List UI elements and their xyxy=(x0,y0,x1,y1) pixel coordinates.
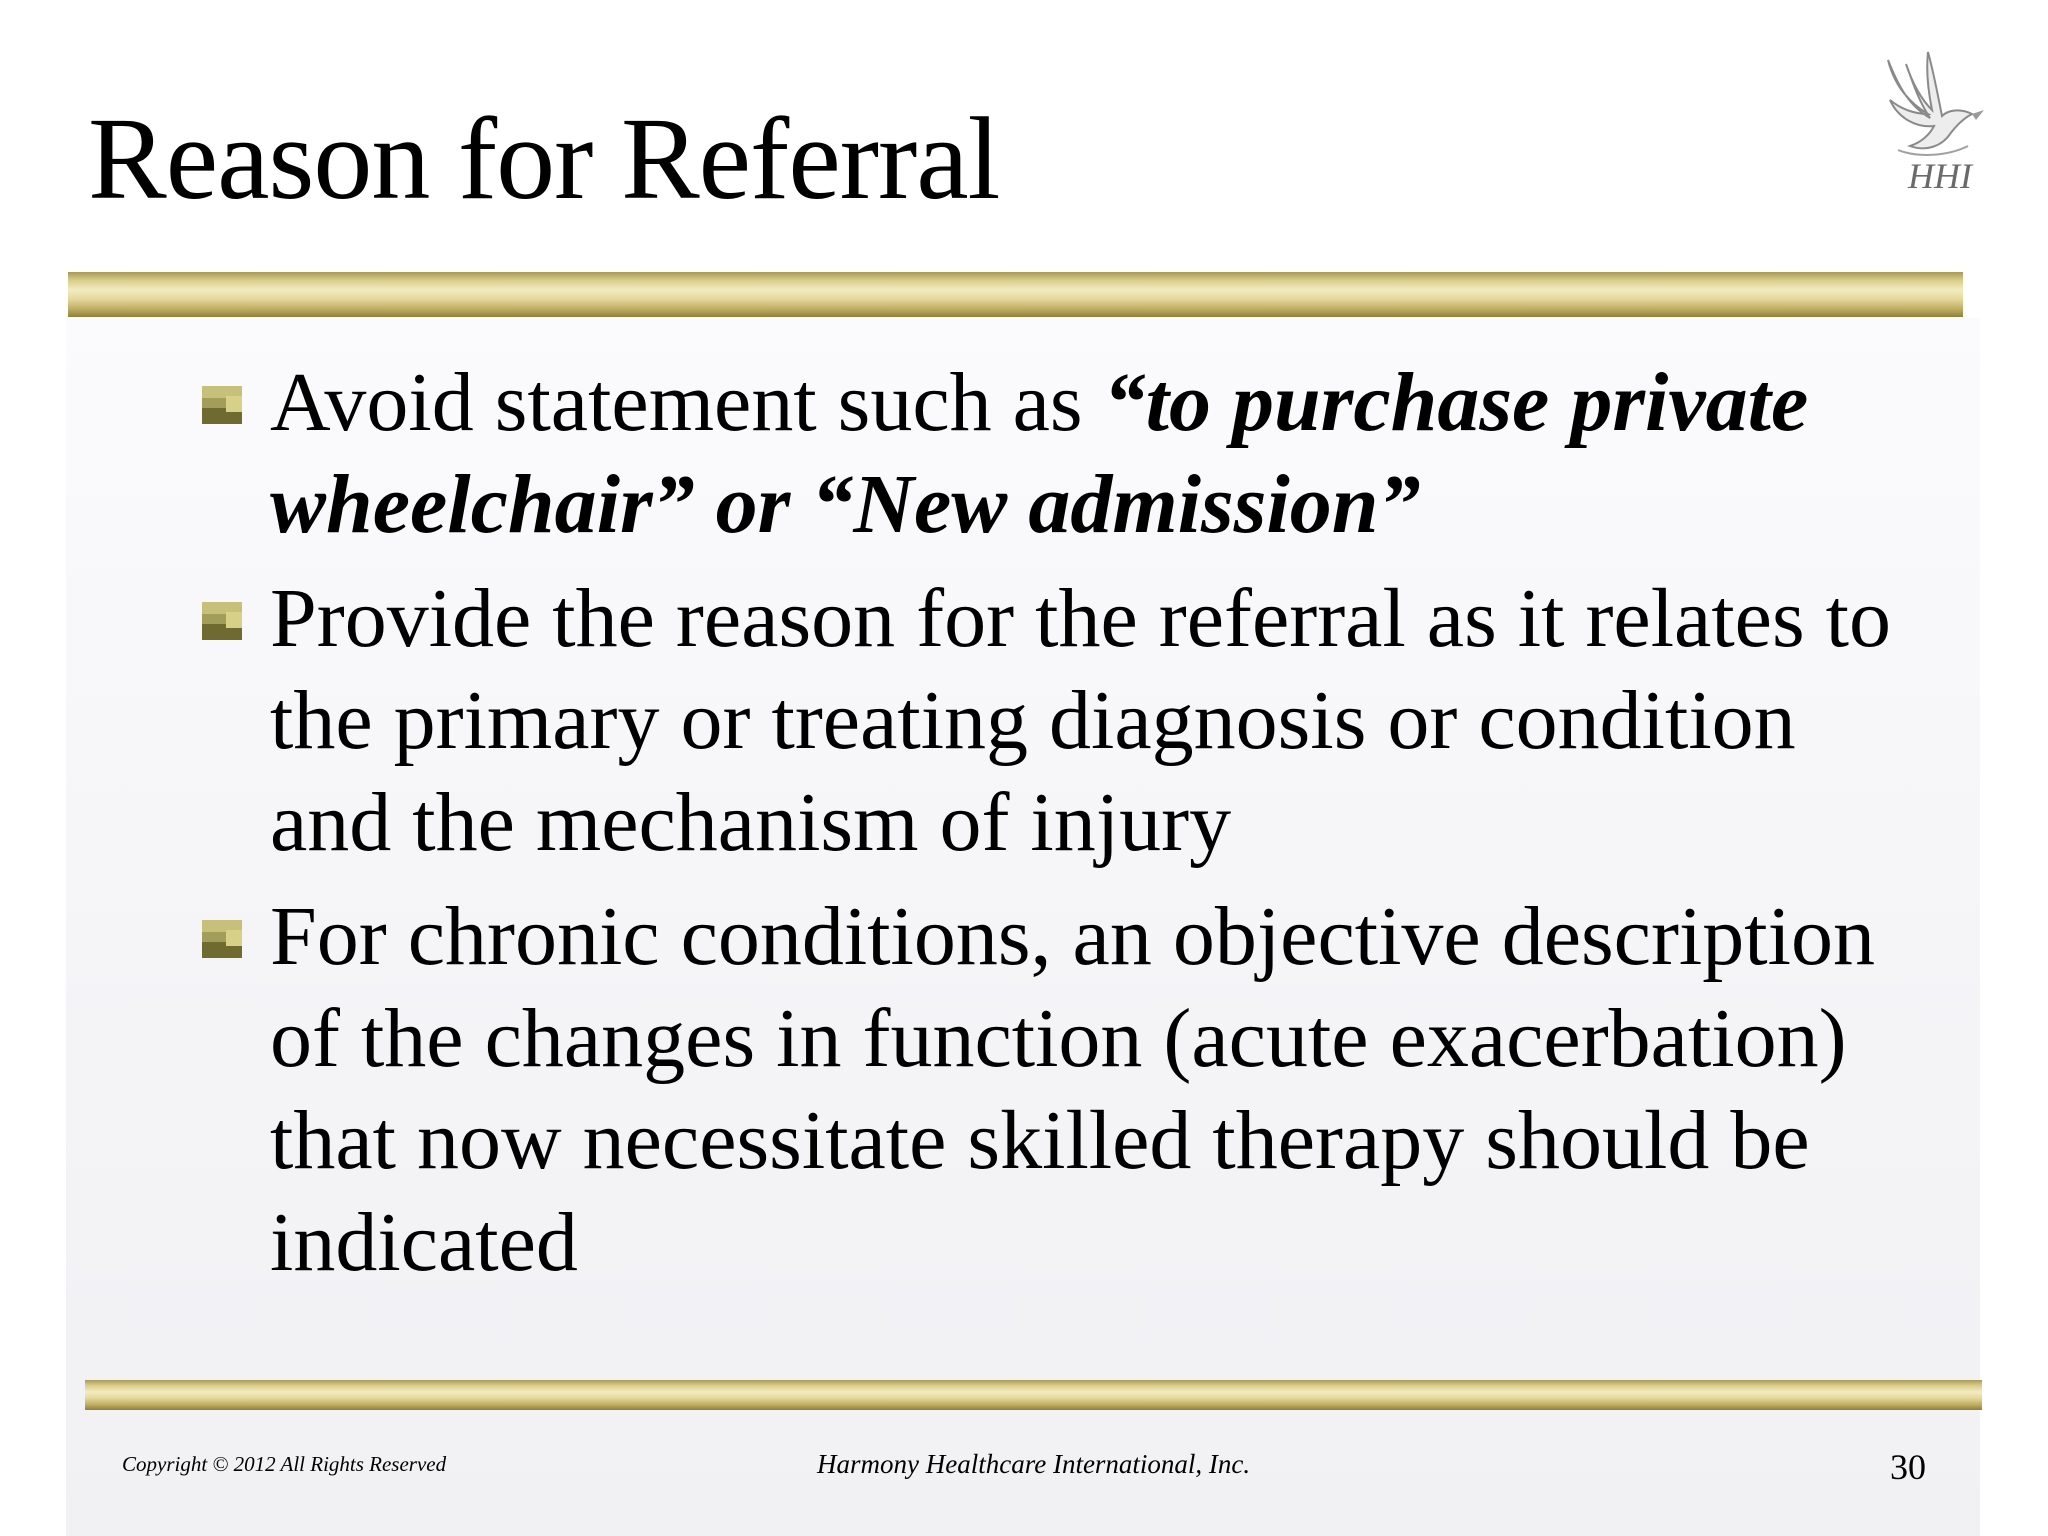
svg-text:HHI: HHI xyxy=(1908,156,1972,196)
dove-icon xyxy=(1868,30,2008,200)
bullet-lead-text: Avoid statement such as xyxy=(270,356,1104,449)
bullet-item xyxy=(200,568,1920,874)
square-bullet-icon xyxy=(202,920,242,958)
footer-copyright: Copyright © 2012 All Rights Reserved xyxy=(122,1452,447,1476)
hhi-logo xyxy=(1868,30,2008,200)
bottom-gold-rule xyxy=(85,1380,1982,1410)
bullet-text: For chronic conditions, an objective description of the changes in function (acute exacerbation) that now necessitate skilled therapy should be indicated xyxy=(270,890,1875,1289)
square-bullet-icon xyxy=(202,386,242,424)
bullet-item xyxy=(200,886,1920,1294)
bullet-text: Provide the reason for the referral as it relates to the primary or treating diagnosis or condition and the mechanism of injury xyxy=(270,572,1891,869)
bullet-list xyxy=(200,352,1920,1306)
bullet-item xyxy=(200,352,1920,556)
page-number: 30 xyxy=(1890,1447,1926,1487)
slide-title: Reason for Referral xyxy=(88,93,1000,224)
bullet-emphasis-text: “to purchase private wheelchair” or “New admission” xyxy=(270,356,1809,551)
footer-company: Harmony Healthcare International, Inc. xyxy=(817,1449,1251,1479)
square-bullet-icon xyxy=(202,602,242,640)
top-gold-rule xyxy=(68,272,1963,317)
